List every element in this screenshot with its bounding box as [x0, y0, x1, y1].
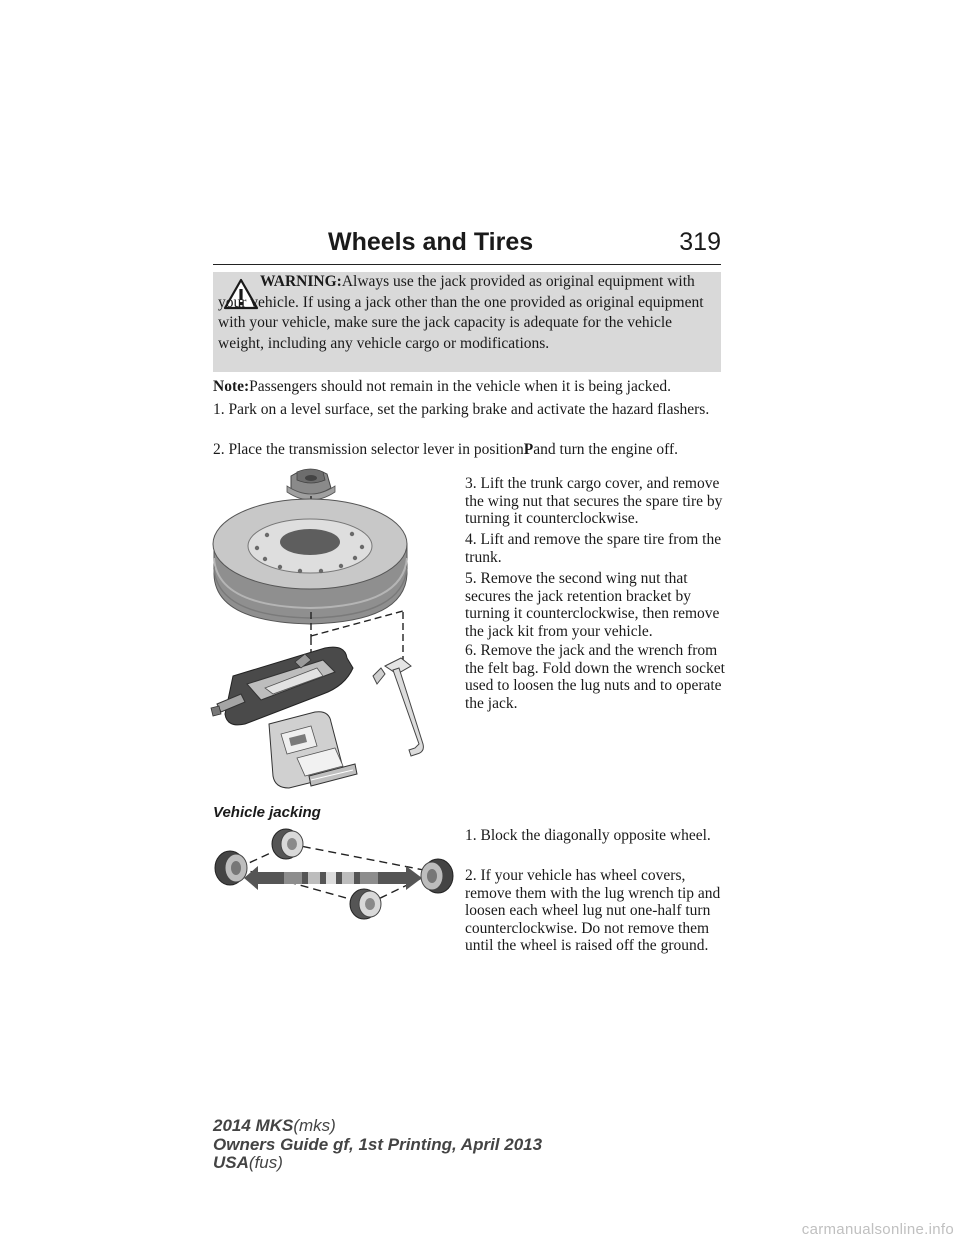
- step-2-end: and turn the engine off.: [533, 441, 679, 458]
- note: [213, 378, 721, 396]
- note-text: Passengers should not remain in the vehicle when it is being jacked.: [249, 378, 672, 395]
- footer-model-line: [213, 1117, 542, 1136]
- footer-model-code: (mks): [293, 1116, 336, 1135]
- wheel-front-left: [272, 829, 303, 859]
- wheel-rear-left: [215, 851, 247, 885]
- vehicle-axis-arrow: [244, 866, 422, 890]
- page-number: 319: [679, 228, 721, 256]
- section-title: Wheels and Tires: [328, 228, 534, 256]
- footer-market-code: (fus): [248, 1153, 283, 1172]
- footer-model: 2014 MKS: [213, 1116, 294, 1135]
- spare-tire: [213, 499, 407, 624]
- diagonal-wheel-block-diagram: [212, 826, 458, 922]
- spare-tire-jack-illustration: [205, 462, 457, 797]
- lug-wrench-bag: [269, 712, 357, 788]
- jacking-step-1: 1. Block the diagonally opposite wheel.: [465, 827, 711, 844]
- step-2-text: 2. Place the transmission selector lever in position: [213, 441, 524, 458]
- warning-box: [213, 272, 721, 372]
- note-label: Note:: [213, 378, 250, 395]
- footer-market: USA: [213, 1153, 249, 1172]
- jack-retention-bracket: [373, 658, 423, 756]
- wheel-front-right: [421, 859, 453, 893]
- step-3: 3. Lift the trunk cargo cover, and remove the wing nut that secures the spare tire by turning it counterclockwise.: [465, 475, 723, 527]
- warning-text: [218, 272, 716, 354]
- site-watermark: carmanualsonline.info: [801, 1221, 954, 1238]
- wheel-rear-right: [350, 889, 381, 919]
- step-4: 4. Lift and remove the spare tire from the trunk.: [465, 531, 722, 566]
- step-2-transmission: [213, 441, 721, 459]
- jacking-step-2: 2. If your vehicle has wheel covers, remove them with the lug wrench tip and loosen each wheel lug nut one-half turn counterclockwise. Do not remove them until the wheel is raised off the ground.: [465, 867, 721, 954]
- step-6: 6. Remove the jack and the wrench from the felt bag. Fold down the wrench socket used to loosen the lug nuts and to operate the jack.: [465, 642, 725, 712]
- wing-nut: [287, 469, 335, 500]
- vehicle-jacking-heading: Vehicle jacking: [213, 804, 321, 821]
- step-2-gear: P: [523, 441, 534, 458]
- footer-printing-line: [213, 1136, 542, 1155]
- step-5: 5. Remove the second wing nut that secures the jack retention bracket by turning it counterclockwise, then remove the jack kit from your vehicle.: [465, 570, 720, 640]
- warning-body: Always use the jack provided as original equipment with your vehicle. If using a jack other than the one provided as original equipment with your vehicle, make sure the jack capacity is adequate for the vehicle weight, including any vehicle cargo or modifications.: [218, 273, 704, 352]
- footer-printing: Owners Guide gf, 1st Printing, April 2013: [213, 1134, 543, 1154]
- warning-label: WARNING:: [260, 273, 342, 290]
- print-footer: [213, 1117, 542, 1173]
- jack-kit: [211, 647, 353, 725]
- footer-market-line: [213, 1154, 542, 1173]
- step-1-park: 1. Park on a level surface, set the parking brake and activate the hazard flashers.: [213, 401, 710, 418]
- page-header: [213, 226, 721, 265]
